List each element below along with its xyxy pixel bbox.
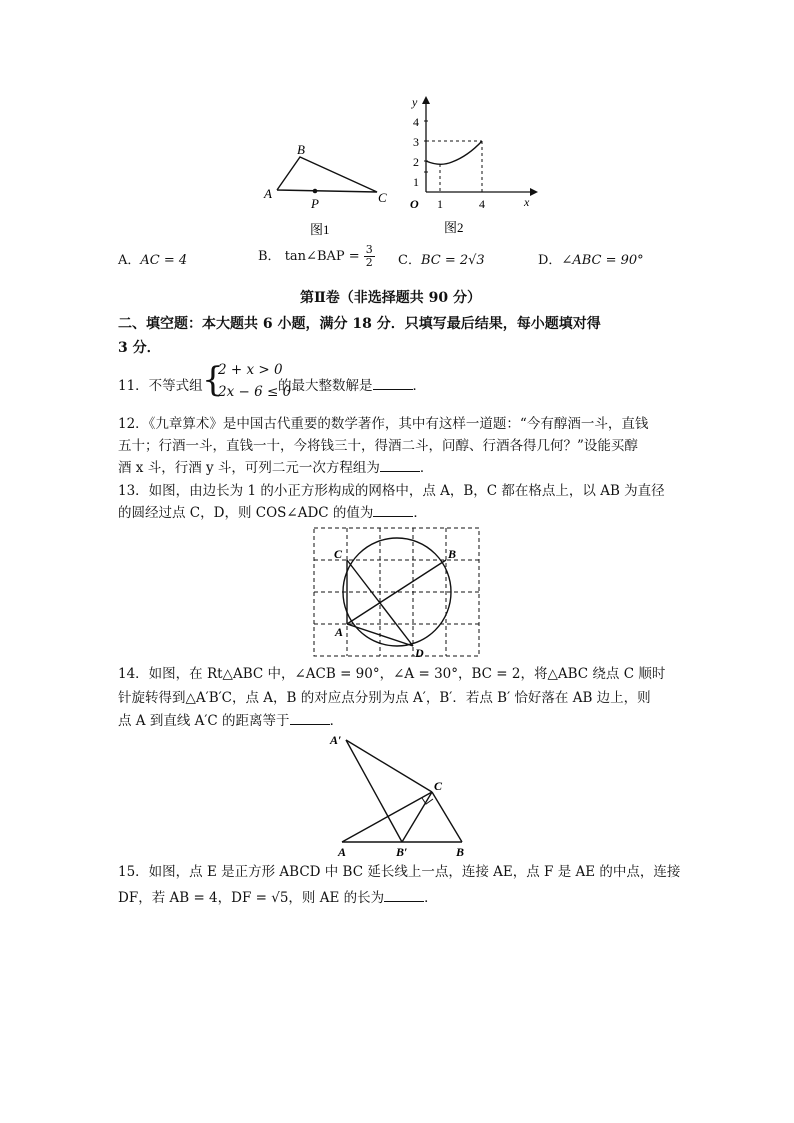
label-x: x <box>524 195 530 209</box>
answer-blank-13[interactable] <box>373 504 413 517</box>
tick-y2: 2 <box>413 155 419 169</box>
option-a: A．AC = 4 <box>118 253 188 268</box>
figure-1-caption: 图1 <box>310 222 330 237</box>
label-B: B <box>448 547 457 561</box>
label-A-prime: A′ <box>330 733 342 747</box>
question-15-line2: DF，若 AB = 4，DF = √5，则 AE 的长为 ． <box>118 890 438 906</box>
section-heading-line2: 3 分． <box>118 340 161 356</box>
question-14-line2: 针旋转得到△A′B′C，点 A，B 的对应点分别为点 A′，B′．若点 B′ 恰好落在 AB 边上，则 <box>118 690 651 706</box>
label-origin: O <box>410 197 419 211</box>
label-A: A <box>338 845 347 859</box>
question-14-line3: 点 A 到直线 A′C 的距离等于 ． <box>118 713 344 729</box>
figure-q14 <box>322 732 470 860</box>
label-y: y <box>412 95 418 109</box>
answer-blank-11[interactable] <box>373 377 413 390</box>
question-12-line1: 12．《九章算术》是中国古代重要的数学著作，其中有这样一道题：“今有醇酒一斗，直钱 <box>118 416 649 432</box>
label-A: A <box>264 186 272 201</box>
tick-y1: 1 <box>413 175 419 189</box>
figure-2-graph <box>400 94 540 240</box>
answer-blank-14[interactable] <box>290 712 330 725</box>
section-title: 第Ⅱ卷（非选择题共 90 分） <box>300 290 482 306</box>
figure-1 <box>255 140 395 240</box>
label-C: C <box>434 779 443 793</box>
label-P: P <box>311 196 319 211</box>
tick-x4: 4 <box>479 197 485 211</box>
figure-1-diagram <box>255 140 395 240</box>
figure-2 <box>400 94 540 240</box>
question-15-line1: 15．如图，点 E 是正方形 ABCD 中 BC 延长线上一点，连接 AE，点 F 是 AE 的中点，连接 <box>118 864 681 880</box>
label-B: B <box>297 142 305 157</box>
question-12-line3: 酒 x 斗，行酒 y 斗，可列二元一次方程组为 ． <box>118 460 434 476</box>
fraction-3-2: $\frac{3}{2}$ <box>365 243 373 269</box>
tick-x1: 1 <box>437 197 443 211</box>
option-d: D．∠ABC = 90° <box>538 253 644 268</box>
label-A: A <box>335 625 344 639</box>
figure-q13 <box>308 522 484 662</box>
figure-q14-triangles <box>322 732 470 860</box>
question-13-line1: 13．如图，由边长为 1 的小正方形构成的网格中，点 A，B，C 都在格点上，以 AB 为直径 <box>118 483 665 499</box>
label-B-prime: B′ <box>396 845 408 859</box>
label-C: C <box>378 190 387 205</box>
question-13-line2: 的圆经过点 C，D，则 COS∠ADC 的值为 ． <box>118 505 427 521</box>
section-heading-line1: 二、填空题：本大题共 6 小题，满分 18 分．只填写最后结果，每小题填对得 <box>118 316 601 332</box>
label-B: B <box>456 845 465 859</box>
figure-q13-grid <box>308 522 484 662</box>
answer-blank-15[interactable] <box>384 889 424 902</box>
figure-2-caption: 图2 <box>444 220 464 235</box>
brace: { <box>202 360 224 400</box>
option-b: B． tan∠BAP = $\frac{3}{2}$ <box>258 243 373 269</box>
question-12-line2: 五十；行酒一斗，直钱一十，今将钱三十，得酒二斗，问醇、行酒各得几何？”设能买醇 <box>118 438 638 454</box>
answer-blank-12[interactable] <box>380 459 420 472</box>
label-C: C <box>334 547 343 561</box>
tick-y3: 3 <box>413 135 419 149</box>
question-14-line1: 14．如图，在 Rt△ABC 中，∠ACB = 90°，∠A = 30°，BC = 2，将△ABC 绕点 C 顺时 <box>118 666 666 682</box>
tick-y4: 4 <box>413 115 419 129</box>
label-D: D <box>415 646 424 660</box>
option-c: C．BC = 2√3 <box>398 253 485 268</box>
